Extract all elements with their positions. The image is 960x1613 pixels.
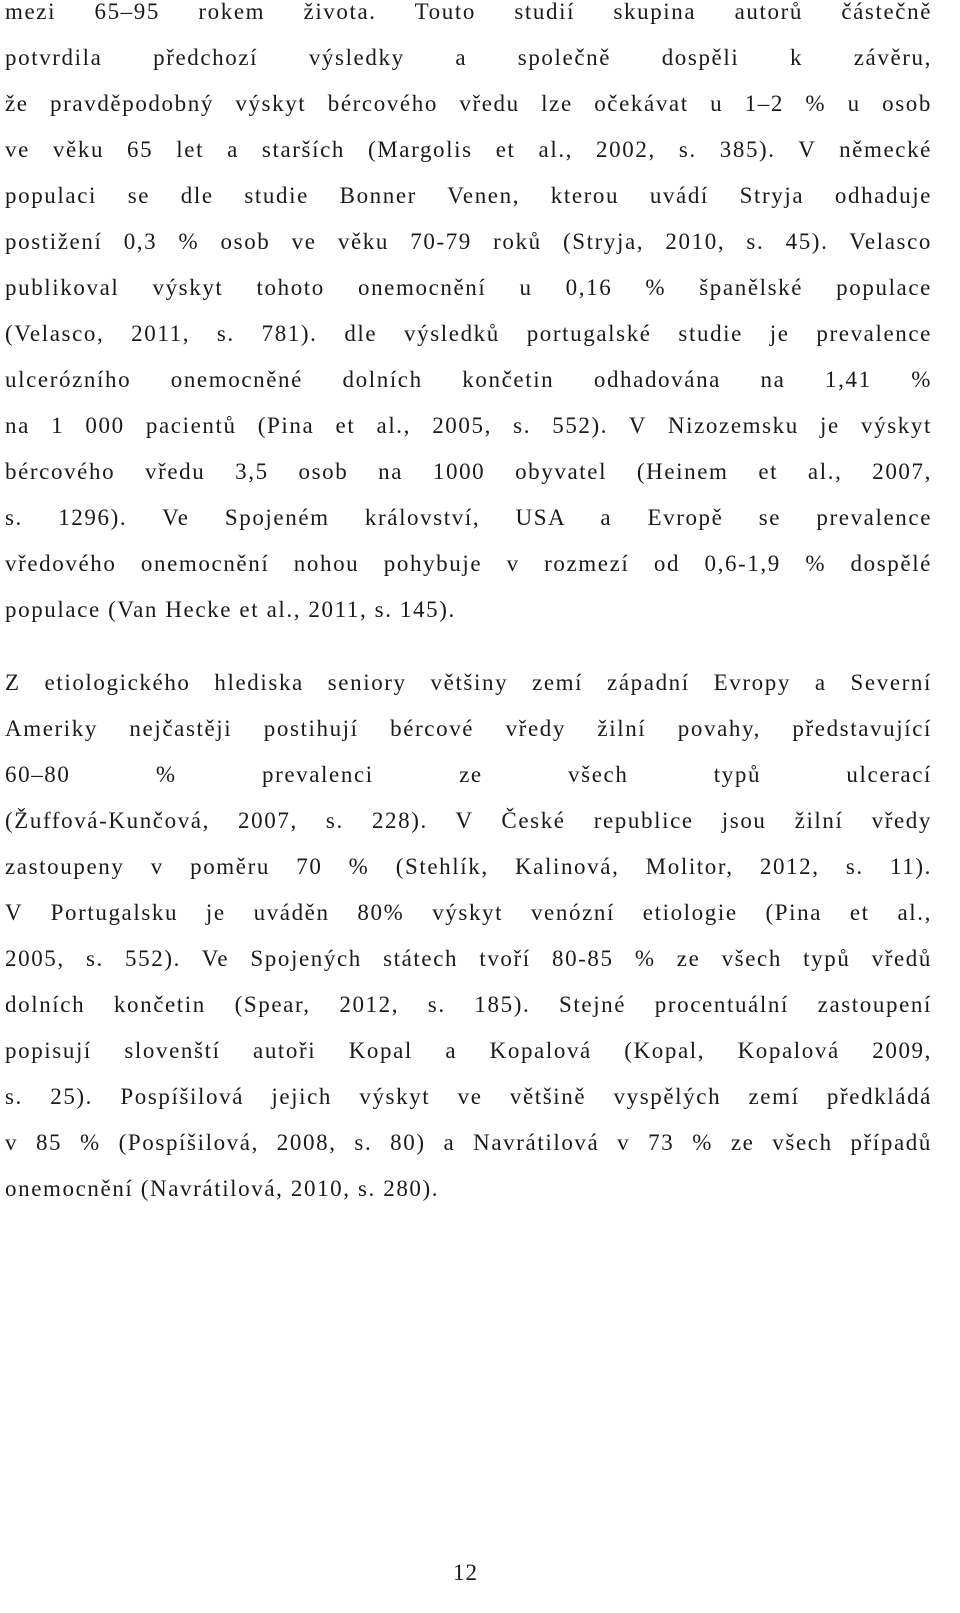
text-line: populace (Van Hecke et al., 2011, s. 145). — [5, 597, 456, 622]
text-line: že pravděpodobný výskyt bércového vředu lze očekávat u 1–2 % u osob — [5, 91, 932, 116]
text-line: 2005, s. 552). Ve Spojených státech tvoří 80-85 % ze všech typů vředů — [5, 946, 932, 971]
text-line: (Velasco, 2011, s. 781). dle výsledků portugalské studie je prevalence — [5, 321, 932, 346]
text-line: potvrdila předchozí výsledky a společně dospěli k závěru, — [5, 45, 932, 70]
text-line: Ameriky nejčastěji postihují bércové vředy žilní povahy, představující — [5, 716, 932, 741]
text-line: populaci se dle studie Bonner Venen, kterou uvádí Stryja odhaduje — [5, 183, 932, 208]
text-line: 60–80 % prevalenci ze všech typů ulcerací — [5, 762, 932, 787]
text-line: (Žuffová-Kunčová, 2007, s. 228). V České republice jsou žilní vředy — [5, 808, 932, 833]
text-line: Z etiologického hlediska seniory většiny zemí západní Evropy a Severní — [5, 670, 932, 695]
text-line: dolních končetin (Spear, 2012, s. 185). Stejné procentuální zastoupení — [5, 992, 932, 1017]
text-line: ve věku 65 let a starších (Margolis et al., 2002, s. 385). V německé — [5, 137, 932, 162]
paragraph-etiology — [5, 660, 932, 1212]
text-line: mezi 65–95 rokem života. Touto studií skupina autorů částečně — [5, 0, 932, 24]
text-line: ulcerózního onemocněné dolních končetin odhadována na 1,41 % — [5, 367, 932, 392]
text-line: popisují slovenští autoři Kopal a Kopalová (Kopal, Kopalová 2009, — [5, 1038, 932, 1063]
text-line: v 85 % (Pospíšilová, 2008, s. 80) a Navrátilová v 73 % ze všech případů — [5, 1130, 932, 1155]
text-line: postižení 0,3 % osob ve věku 70-79 roků (Stryja, 2010, s. 45). Velasco — [5, 229, 932, 254]
text-line: V Portugalsku je uváděn 80% výskyt venózní etiologie (Pina et al., — [5, 900, 932, 925]
text-line: vředového onemocnění nohou pohybuje v rozmezí od 0,6-1,9 % dospělé — [5, 551, 932, 576]
text-line: onemocnění (Navrátilová, 2010, s. 280). — [5, 1176, 440, 1201]
text-line: s. 25). Pospíšilová jejich výskyt ve většině vyspělých zemí předkládá — [5, 1084, 932, 1109]
text-line: bércového vředu 3,5 osob na 1000 obyvatel (Heinem et al., 2007, — [5, 459, 932, 484]
text-line: s. 1296). Ve Spojeném království, USA a Evropě se prevalence — [5, 505, 932, 530]
text-line: na 1 000 pacientů (Pina et al., 2005, s. 552). V Nizozemsku je výskyt — [5, 413, 932, 438]
page-number: 12 — [453, 1560, 478, 1585]
text-line: zastoupeny v poměru 70 % (Stehlík, Kalinová, Molitor, 2012, s. 11). — [5, 854, 932, 879]
text-line: publikoval výskyt tohoto onemocnění u 0,16 % španělské populace — [5, 275, 932, 300]
paragraph-prevalence — [5, 0, 932, 633]
